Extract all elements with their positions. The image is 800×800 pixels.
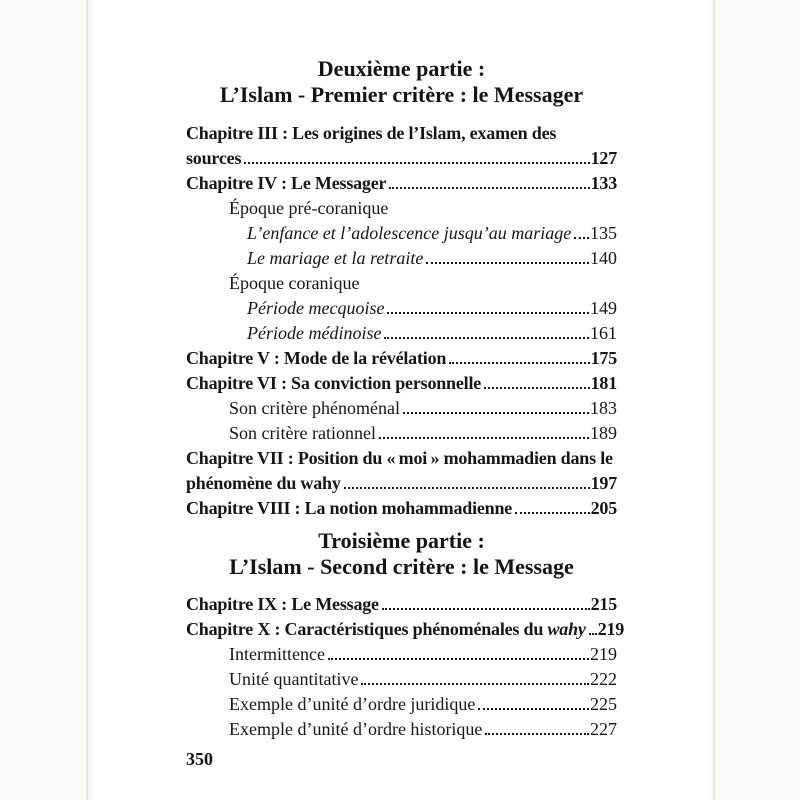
toc-entries <box>186 121 617 521</box>
toc-entry-page-number: 183 <box>590 398 617 418</box>
dot-leader <box>426 262 589 264</box>
toc-entry-title: Chapitre V : Mode de la révélation <box>186 348 447 368</box>
dot-leader <box>379 437 589 439</box>
toc-entry <box>186 346 617 371</box>
toc-entry-page-number: 189 <box>590 423 617 443</box>
toc-entry <box>186 296 617 321</box>
toc-entry <box>186 617 625 642</box>
dot-leader <box>328 658 589 660</box>
toc-entry <box>186 692 617 717</box>
toc-entry <box>186 496 617 521</box>
toc-section-troisieme-partie <box>186 528 625 742</box>
toc-entry-page-number: 197 <box>590 473 617 493</box>
toc-entry-title: Chapitre X : Caractéristiques phénoménales du wahy <box>186 619 586 639</box>
toc-entry-page-number: 227 <box>590 719 617 739</box>
toc-entry-title: Exemple d’unité d’ordre historique <box>229 719 483 739</box>
toc-entries <box>186 592 625 742</box>
toc-entry-page-number: 127 <box>590 148 617 168</box>
toc-entry-page-number: 161 <box>590 323 617 343</box>
toc-entry-title: Chapitre III : Les origines de l’Islam, examen des <box>186 123 557 143</box>
toc-entry-title: phénomène du wahy <box>186 473 341 493</box>
toc-entry <box>186 171 617 196</box>
toc-section-deuxieme-partie <box>186 56 617 521</box>
toc-entry <box>186 371 617 396</box>
toc-entry-title: Exemple d’unité d’ordre juridique <box>229 694 476 714</box>
toc-entry-title-italic-term: wahy <box>547 619 586 639</box>
dot-leader <box>478 708 589 710</box>
part-heading-line1: Troisième partie : <box>318 528 485 553</box>
dot-leader <box>515 512 590 514</box>
toc-entry-page-number: 219 <box>590 644 617 664</box>
toc-entry-page-number: 135 <box>590 223 617 243</box>
toc-entry <box>186 221 617 246</box>
dot-leader <box>389 187 589 189</box>
toc-entry <box>186 471 617 496</box>
toc-entry <box>186 717 617 742</box>
folio-page-number: 350 <box>186 749 213 769</box>
toc-entry-title: Période mecquoise <box>247 298 385 318</box>
toc-entry-page-number: 181 <box>590 373 617 393</box>
toc-entry-title: Chapitre IX : Le Message <box>186 594 379 614</box>
toc-entry-title: Intermittence <box>229 644 325 664</box>
dot-leader <box>403 412 589 414</box>
toc-entry <box>186 396 617 421</box>
toc-entry <box>186 246 617 271</box>
dot-leader <box>387 312 589 314</box>
toc-entry-title: Le mariage et la retraite <box>247 248 424 268</box>
toc-entry-title: L’enfance et l’adolescence jusqu’au mariage <box>247 223 572 243</box>
toc-entry-title: Chapitre VI : Sa conviction personnelle <box>186 373 482 393</box>
toc-entry-page-number: 175 <box>590 348 617 368</box>
toc-entry <box>186 446 617 471</box>
toc-entry-title: Chapitre VII : Position du « moi » mohammadien dans le <box>186 448 613 468</box>
toc-content <box>88 0 713 800</box>
toc-entry-page-number: 222 <box>590 669 617 689</box>
part-heading-line2: L’Islam - Premier critère : le Messager <box>219 82 584 107</box>
toc-entry-page-number: 225 <box>590 694 617 714</box>
toc-entry <box>186 271 617 296</box>
dot-leader <box>449 362 589 364</box>
toc-entry-title: sources <box>186 148 242 168</box>
toc-entry-title: Période médinoise <box>247 323 382 343</box>
toc-entry-title: Son critère phénoménal <box>229 398 400 418</box>
toc-entry-page-number: 140 <box>590 248 617 268</box>
toc-entry <box>186 196 617 221</box>
dot-leader <box>589 633 597 635</box>
toc-entry-title: Époque coranique <box>229 273 360 293</box>
dot-leader <box>361 683 589 685</box>
toc-entry-title: Époque pré-coranique <box>229 198 389 218</box>
toc-entry <box>186 421 617 446</box>
part-heading <box>186 56 617 108</box>
dot-leader <box>382 608 590 610</box>
toc-entry-page-number: 149 <box>590 298 617 318</box>
toc-entry <box>186 146 617 171</box>
dot-leader <box>384 337 589 339</box>
dot-leader <box>485 733 589 735</box>
toc-entry-title: Unité quantitative <box>229 669 359 689</box>
dot-leader <box>244 162 589 164</box>
toc-entry-title: Chapitre IV : Le Messager <box>186 173 387 193</box>
toc-entry-page-number: 215 <box>590 594 617 614</box>
toc-entry <box>186 642 617 667</box>
part-heading-line2: L’Islam - Second critère : le Message <box>229 554 574 579</box>
dot-leader <box>484 387 590 389</box>
book-page-sheet <box>86 0 715 800</box>
toc-entry-title: Son critère rationnel <box>229 423 376 443</box>
toc-entry-page-number: 205 <box>590 498 617 518</box>
toc-entry-page-number: 133 <box>590 173 617 193</box>
dot-leader <box>344 487 590 489</box>
part-heading-line1: Deuxième partie : <box>317 56 486 81</box>
dot-leader <box>574 237 589 239</box>
toc-entry <box>186 321 617 346</box>
toc-entry-title: Chapitre VIII : La notion mohammadienne <box>186 498 513 518</box>
toc-entry <box>186 667 617 692</box>
toc-entry <box>186 592 617 617</box>
toc-entry <box>186 121 617 146</box>
part-heading <box>186 528 617 580</box>
toc-entry-page-number: 219 <box>597 619 625 639</box>
